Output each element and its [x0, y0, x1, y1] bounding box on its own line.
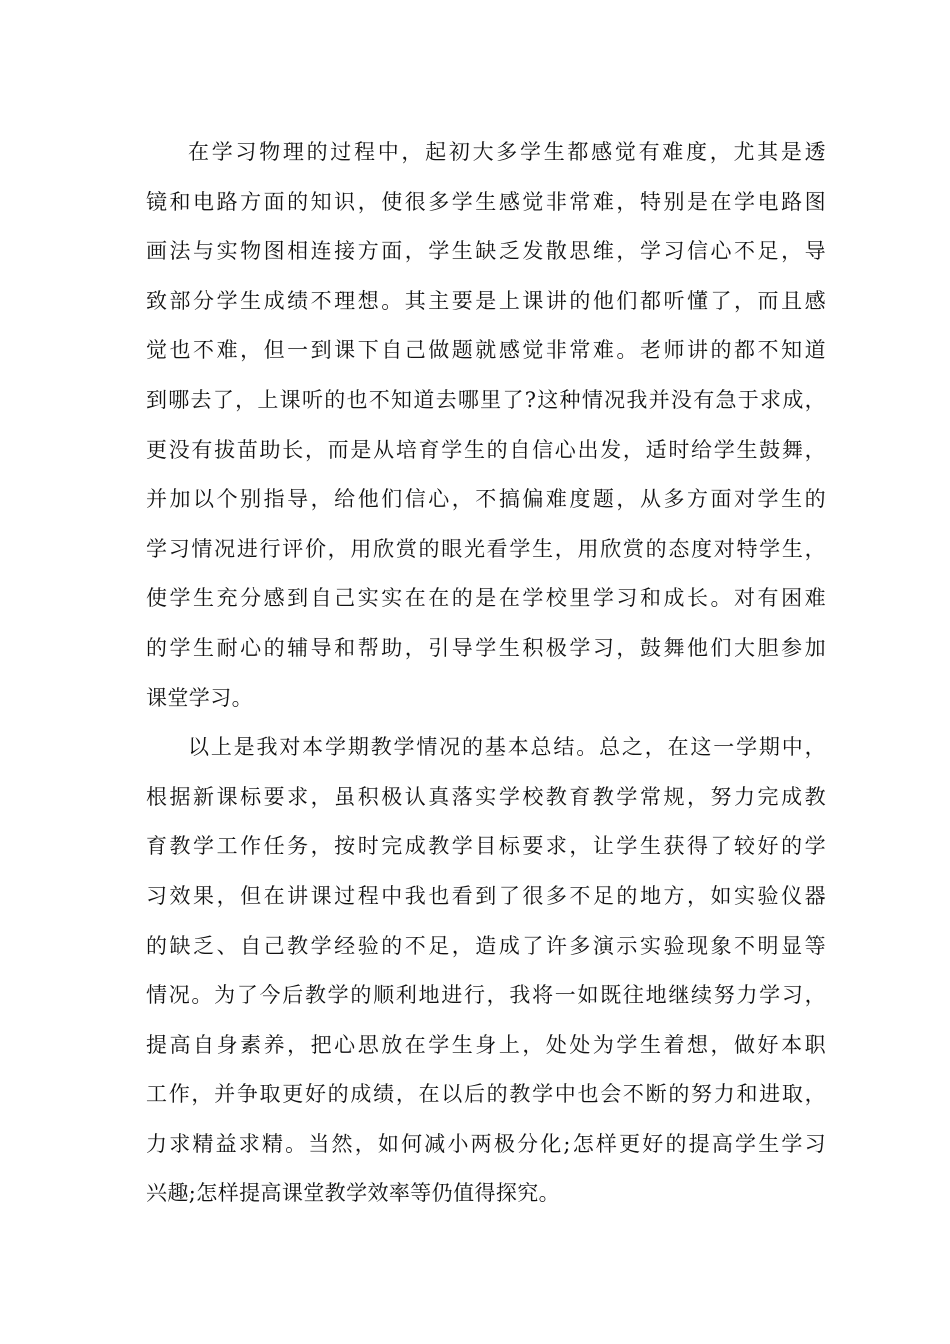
paragraph-line: 课堂学习。: [146, 685, 253, 710]
paragraph-line: 致部分学生成绩不理想。其主要是上课讲的他们都听懂了，而且感: [146, 288, 826, 313]
document-body: [146, 128, 826, 1219]
paragraph-line: 更没有拔苗助长，而是从培育学生的自信心出发，适时给学生鼓舞，: [146, 437, 826, 462]
paragraph-line: 力求精益求精。当然，如何减小两极分化;怎样更好的提高学生学习: [146, 1131, 826, 1156]
paragraph-line: 习效果，但在讲课过程中我也看到了很多不足的地方，如实验仪器: [146, 883, 826, 908]
paragraph-line: 根据新课标要求，虽积极认真落实学校教育教学常规，努力完成教: [146, 784, 826, 809]
paragraph-line: 到哪去了，上课听的也不知道去哪里了?这种情况我并没有急于求成，: [146, 387, 826, 412]
paragraph-line: 镜和电路方面的知识，使很多学生感觉非常难，特别是在学电路图: [146, 189, 826, 214]
paragraph-line: 觉也不难，但一到课下自己做题就感觉非常难。老师讲的都不知道: [146, 338, 826, 363]
paragraph-line: 情况。为了今后教学的顺利地进行，我将一如既往地继续努力学习，: [146, 983, 826, 1008]
paragraph-line: 兴趣;怎样提高课堂教学效率等仍值得探究。: [146, 1181, 561, 1206]
paragraph-line: 画法与实物图相连接方面，学生缺乏发散思维，学习信心不足，导: [146, 239, 826, 264]
paragraph-line: 的缺乏、自己教学经验的不足，造成了许多演示实验现象不明显等: [146, 933, 826, 958]
paragraph-line: 的学生耐心的辅导和帮助，引导学生积极学习，鼓舞他们大胆参加: [146, 635, 826, 660]
paragraph-line: 提高自身素养，把心思放在学生身上，处处为学生着想，做好本职: [146, 1032, 826, 1057]
paragraph-1: [146, 128, 826, 723]
paragraph-line: 并加以个别指导，给他们信心，不搞偏难度题，从多方面对学生的: [146, 487, 826, 512]
paragraph-line: 以上是我对本学期教学情况的基本总结。总之，在这一学期中，: [188, 735, 826, 760]
paragraph-line: 使学生充分感到自己实实在在的是在学校里学习和成长。对有困难: [146, 586, 826, 611]
paragraph-line: 工作，并争取更好的成绩，在以后的教学中也会不断的努力和进取，: [146, 1082, 826, 1107]
paragraph-2: [146, 723, 826, 1219]
paragraph-line: 在学习物理的过程中，起初大多学生都感觉有难度，尤其是透: [188, 140, 826, 164]
paragraph-line: 育教学工作任务，按时完成教学目标要求，让学生获得了较好的学: [146, 834, 826, 859]
paragraph-line: 学习情况进行评价，用欣赏的眼光看学生，用欣赏的态度对特学生，: [146, 536, 826, 561]
